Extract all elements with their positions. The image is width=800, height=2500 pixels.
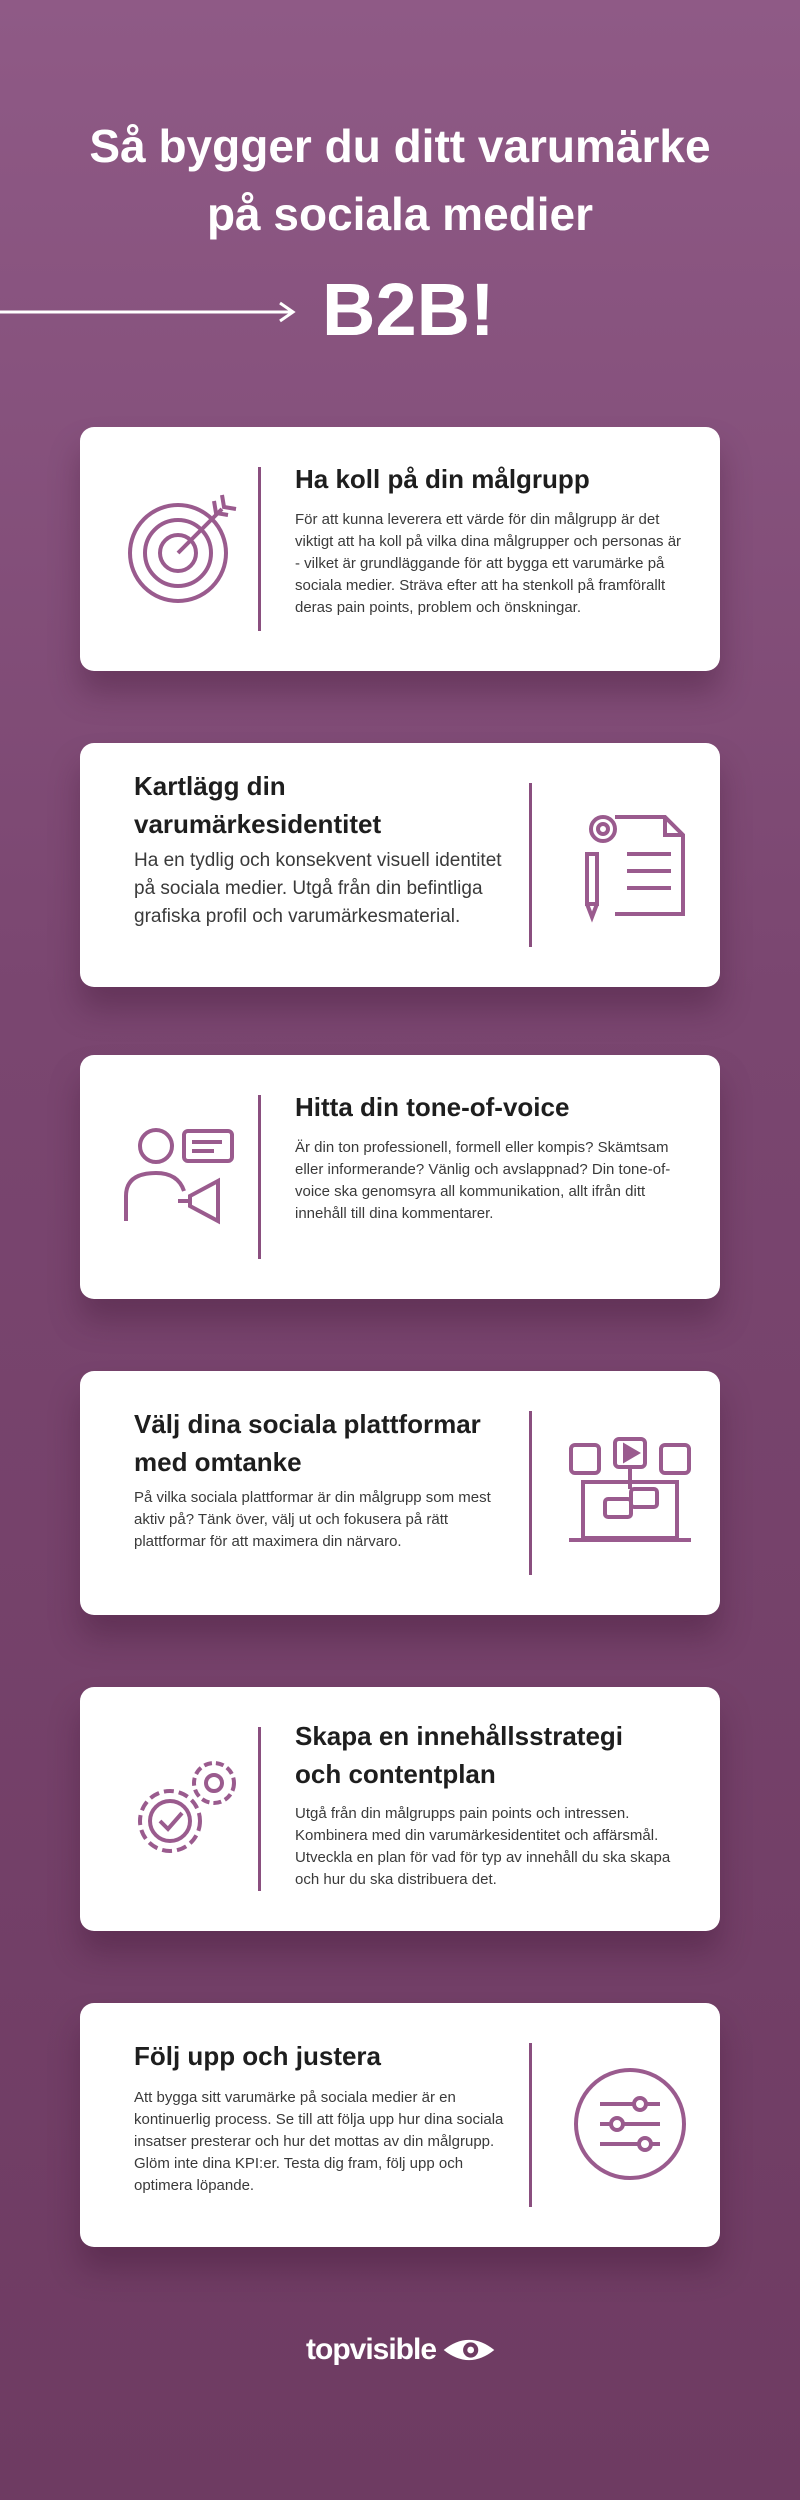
card-divider [529, 1411, 532, 1575]
card-text: För att kunna leverera ett värde för din målgrupp är det viktigt att ha koll på vilka dina målgrupper och personas är - vilket är grundläggande för att bygga ett varumärke på sociala medier. Sträva efter att ha stenkoll på framförallt deras pain points, problem och önskningar. [295, 511, 682, 616]
card-content-strategy [80, 1687, 720, 1931]
card-target-audience [80, 427, 720, 671]
arrow-right-icon [0, 300, 300, 324]
card-text: Att bygga sitt varumärke på sociala medier är en kontinuerlig process. Se till att följa upp hur dina sociala insatser presterar och hur det mottas av din målgrupp. Glöm inte dina KPI:er. Testa dig fram, följ upp och optimera löpande. [134, 2089, 504, 2194]
person-megaphone-icon [118, 1111, 248, 1241]
card-divider [258, 1095, 261, 1259]
gears-check-icon [118, 1743, 248, 1873]
card-tone-of-voice [80, 1055, 720, 1299]
social-platforms-icon [565, 1427, 695, 1557]
card-text: Utgå från din målgrupps pain points och intressen. Kombinera med din varumärkesidentitet och affärsmål. Utveckla en plan för vad för typ av innehåll du ska skapa och hur du ska distribuera det. [295, 1805, 671, 1888]
card-social-platforms [80, 1371, 720, 1615]
topvisible-logo [306, 2325, 496, 2375]
eye-icon [442, 2330, 496, 2370]
card-divider [529, 783, 532, 947]
title-line-2: på sociala medier [206, 188, 594, 240]
logo-text: topvisible [306, 2333, 437, 2366]
card-follow-up [80, 2003, 720, 2247]
target-icon [118, 483, 248, 613]
document-settings-icon [565, 799, 695, 929]
card-title: Kartlägg din varumärkesidentitet [134, 771, 382, 839]
sliders-icon [565, 2059, 695, 2189]
b2b-heading: B2B! [322, 268, 495, 351]
card-text: Ha en tydlig och konsekvent visuell identitet på sociala medier. Utgå från din befintliga grafiska profil och varumärkesmaterial. [134, 850, 502, 927]
card-title: Hitta din tone-of-voice [295, 1092, 570, 1122]
page-title [0, 112, 800, 248]
card-divider [258, 467, 261, 631]
card-brand-identity [80, 743, 720, 987]
card-text: På vilka sociala plattformar är din målgrupp som mest aktiv på? Tänk över, välj ut och fokusera på rätt plattformar för att maximera din närvaro. [134, 1489, 491, 1550]
title-line-1: Så bygger du ditt varumärke [89, 120, 711, 172]
card-text: Är din ton professionell, formell eller kompis? Skämtsam eller informerande? Vänlig och avslappnad? Din tone-of-voice ska genomsyra all kommunikation, allt ifrån ditt innehåll till dina kommentarer. [295, 1139, 671, 1222]
card-divider [258, 1727, 261, 1891]
card-title: Välj dina sociala plattformar med omtanke [134, 1409, 481, 1477]
card-title: Ha koll på din målgrupp [295, 464, 590, 494]
card-title: Skapa en innehållsstrategi och contentplan [295, 1721, 624, 1789]
card-divider [529, 2043, 532, 2207]
card-title: Följ upp och justera [134, 2041, 382, 2071]
